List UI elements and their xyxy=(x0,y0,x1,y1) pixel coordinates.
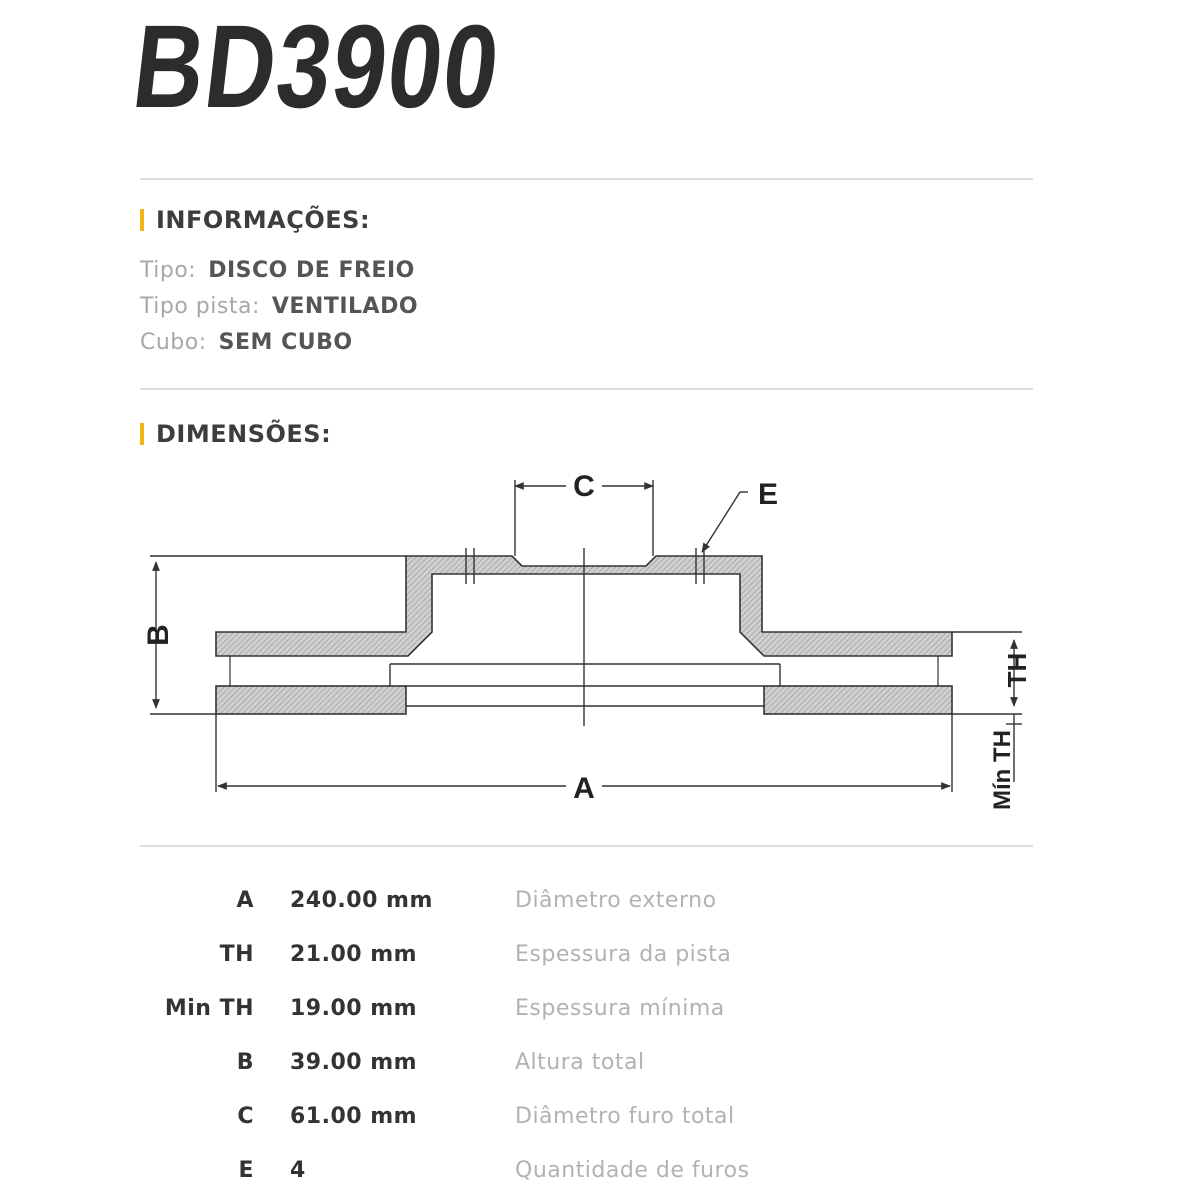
spec-row xyxy=(0,996,1200,1036)
label-th: TH xyxy=(1002,652,1032,688)
spec-row xyxy=(0,1158,1200,1198)
spec-row xyxy=(0,1104,1200,1144)
product-code-title: BD3900 xyxy=(126,1,507,133)
spec-code: C xyxy=(237,1104,254,1129)
spec-code: TH xyxy=(219,942,254,967)
info-value: VENTILADO xyxy=(271,294,419,319)
spec-value: 61.00 mm xyxy=(290,1104,418,1129)
spec-description: Altura total xyxy=(515,1050,645,1075)
spec-code: Min TH xyxy=(164,996,254,1021)
spec-description: Diâmetro externo xyxy=(515,888,717,913)
spec-code: B xyxy=(236,1050,254,1075)
info-label: Cubo: xyxy=(140,330,207,355)
spec-code: E xyxy=(238,1158,254,1183)
label-a: A xyxy=(573,772,595,805)
spec-value: 39.00 mm xyxy=(290,1050,418,1075)
spec-value: 4 xyxy=(290,1158,306,1183)
spec-description: Quantidade de furos xyxy=(515,1158,750,1183)
spec-value: 19.00 mm xyxy=(290,996,418,1021)
info-label: Tipo: xyxy=(140,258,197,283)
divider xyxy=(140,845,1033,847)
spec-code: A xyxy=(236,888,254,913)
spec-description: Diâmetro furo total xyxy=(515,1104,735,1129)
label-min-th: Mín TH xyxy=(989,730,1016,810)
spec-value: 240.00 mm xyxy=(290,888,433,913)
spec-description: Espessura mínima xyxy=(515,996,725,1021)
label-e: E xyxy=(757,478,779,511)
spec-row xyxy=(0,942,1200,982)
disc-lower-plate-left xyxy=(216,686,406,714)
label-b: B xyxy=(142,624,175,646)
info-value: DISCO DE FREIO xyxy=(208,258,415,283)
spec-value: 21.00 mm xyxy=(290,942,418,967)
spec-description: Espessura da pista xyxy=(515,942,732,967)
spec-row xyxy=(0,888,1200,928)
info-value: SEM CUBO xyxy=(218,330,353,355)
section-title: INFORMAÇÕES: xyxy=(156,206,371,234)
section-title: DIMENSÕES: xyxy=(156,420,332,448)
spec-row xyxy=(0,1050,1200,1090)
info-label: Tipo pista: xyxy=(140,294,260,319)
disc-lower-plate-right xyxy=(764,686,952,714)
label-c: C xyxy=(573,470,595,503)
